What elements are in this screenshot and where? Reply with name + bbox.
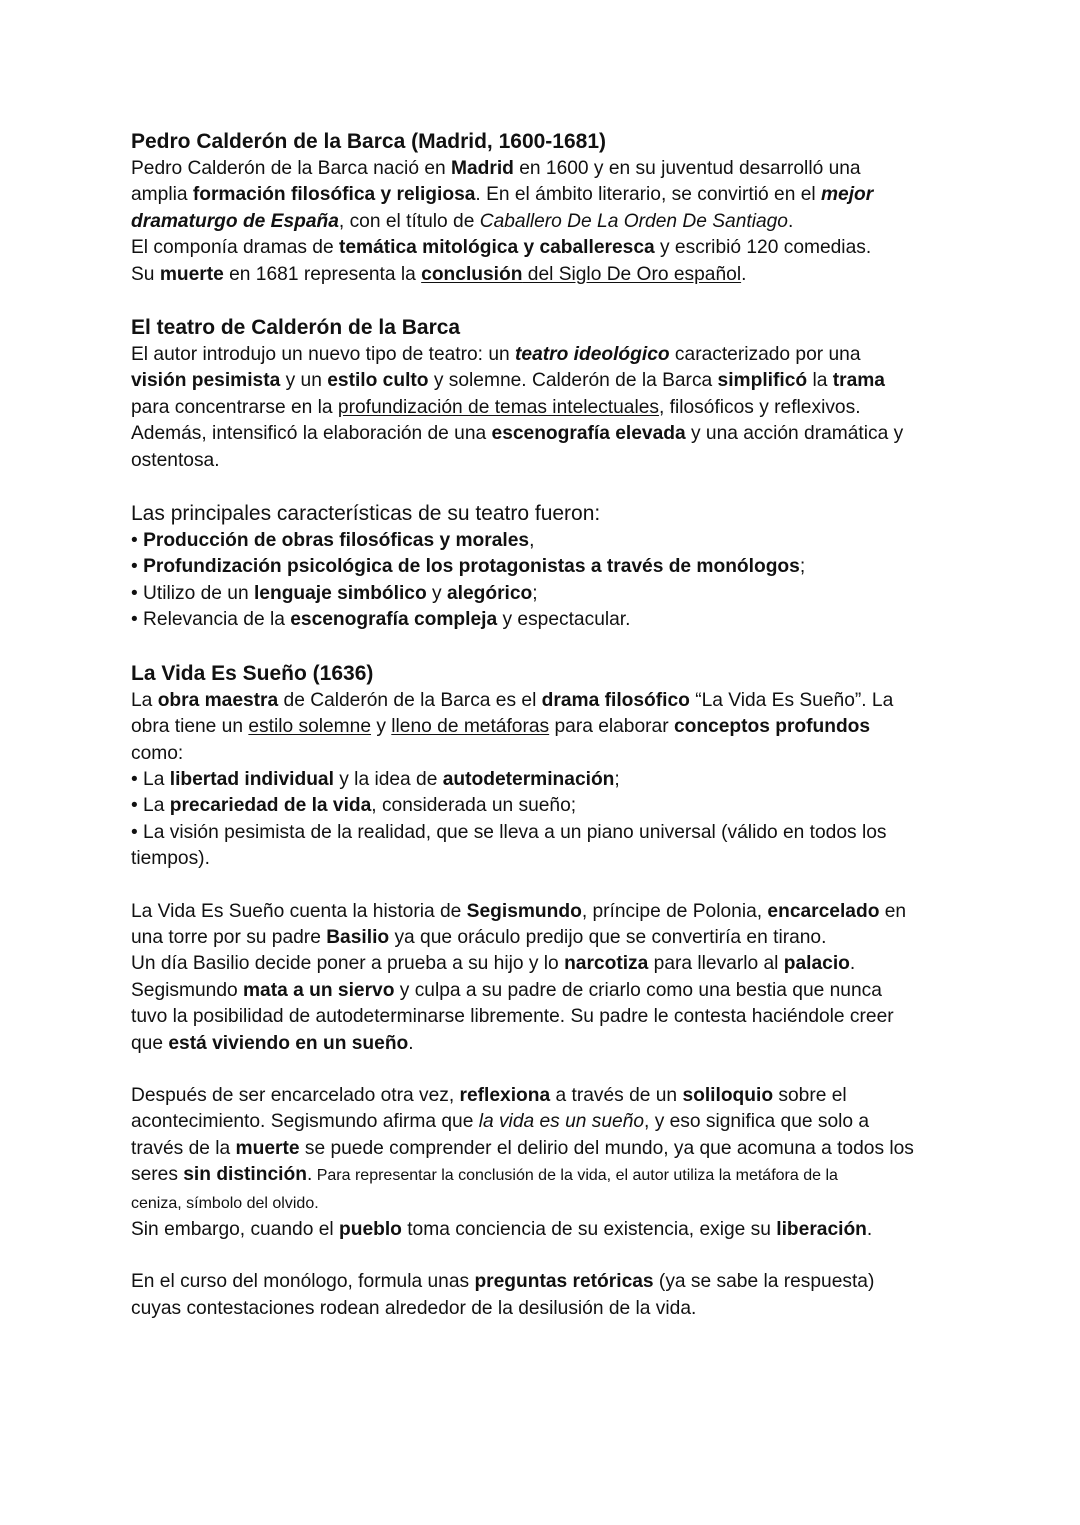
text-run: muerte [235,1137,300,1159]
text-run: la vida es un sueño [478,1111,645,1133]
paragraph-spacer [131,474,961,500]
text-run: ; [799,556,806,578]
text-run: como: [131,742,184,764]
text-line [131,820,961,846]
text-run: y una acción dramática y [685,423,904,445]
text-line [131,1136,961,1162]
text-run: Profundización psicológica de los protagonistas a través de monólogos [143,556,800,578]
text-run: . [306,1164,313,1186]
text-run: Para representar la conclusión de la vida, el autor utiliza la metáfora de la [312,1167,838,1185]
text-run: Un día Basilio decide poner a prueba a su hijo y lo [131,953,565,975]
text-run: que [131,1032,169,1054]
text-run: para concentrarse en la [131,396,338,418]
text-run: Además, intensificó la elaboración de una [131,423,492,445]
text-run: teatro ideológico [515,344,670,366]
text-run: a través de un [550,1084,683,1106]
text-run: acontecimiento. Segismundo afirma que [131,1111,479,1133]
text-run: través de la [131,1137,236,1159]
text-run: formación filosófica y religiosa [192,184,476,206]
text-run: Sin embargo, cuando el [131,1219,339,1240]
paragraph-spacer [131,1243,961,1269]
text-run: , con el título de [338,210,480,232]
text-run: del Siglo De Oro español [522,263,742,285]
text-run: Basilio [326,926,390,948]
document-body [131,128,961,1322]
text-run: . [866,1219,873,1240]
text-line [131,528,961,554]
text-line [131,1083,961,1109]
text-run: alegórico [446,582,533,604]
text-run: encarcelado [767,900,880,922]
text-run: caracterizado por una [669,344,861,366]
text-run: precariedad de la vida [169,795,372,817]
text-line [131,714,961,740]
section-heading: La Vida Es Sueño (1636) [131,661,374,685]
text-run: y la idea de [333,768,443,790]
text-run: • Utilizo de un [131,582,254,604]
text-run: para elaborar [549,716,674,738]
document-page [131,128,961,1322]
paragraph-spacer [131,288,961,314]
text-run: tuvo la posibilidad de autodeterminarse libremente. Su padre le contesta haciéndole creer [131,1006,894,1028]
text-run: palacio [783,953,850,975]
text-run: , y eso significa que solo a [644,1111,870,1133]
text-line [131,1217,961,1243]
text-run: La Vida Es Sueño cuenta la historia de [131,900,467,922]
paragraph-spacer [131,634,961,660]
text-run: estilo solemne [248,716,372,738]
section-5 [131,873,961,1057]
list-intro: Las principales características de su teatro fueron: [131,502,601,526]
text-run: escenografía compleja [290,609,498,631]
text-run: • La [131,795,170,817]
section-1 [131,128,961,288]
text-run: Su [131,263,160,285]
text-run: mata a un siervo [243,979,395,1001]
text-run: preguntas retóricas [474,1271,654,1293]
text-line [131,235,961,261]
section-7 [131,1243,961,1322]
text-run: en [879,900,907,922]
text-run: . [849,953,856,975]
text-run: (ya se sabe la respuesta) [653,1271,875,1293]
text-run: • [131,530,144,552]
text-line [131,209,961,235]
text-run: narcotiza [564,953,649,975]
text-run: lenguaje simbólico [253,582,427,604]
text-run: ceniza, símbolo del olvido. [131,1194,319,1212]
text-run: • La visión pesimista de la realidad, que se lleva a un piano universal (válido en todos los [131,821,887,843]
text-run: autodeterminación [442,768,615,790]
text-run: • La [131,768,170,790]
text-run: tiempos). [131,848,210,870]
text-run: para llevarlo al [648,953,784,975]
text-run: ostentosa. [131,449,220,471]
section-2 [131,288,961,474]
text-run: , filosóficos y reflexivos. [658,396,861,418]
text-run: pueblo [339,1219,402,1240]
text-run: y un [280,370,328,392]
text-run: libertad individual [169,768,334,790]
text-line [131,925,961,951]
text-run: conceptos profundos [673,716,871,738]
text-run: cuyas contestaciones rodean alrededor de la desilusión de la vida. [131,1297,697,1319]
text-line [131,741,961,767]
text-run: El componía dramas de [131,237,339,259]
text-line [131,793,961,819]
text-run: , considerada un sueño; [371,795,577,817]
text-run: ; [614,768,620,790]
text-line [131,767,961,793]
text-line [131,342,961,368]
text-line [131,688,961,714]
text-line [131,1190,961,1217]
text-run: La [131,689,158,711]
text-run: escenografía elevada [491,423,686,445]
text-line [131,368,961,394]
text-run: mejor [820,184,874,206]
text-run: Madrid [451,158,514,179]
text-run: estilo culto [327,370,429,392]
text-line [131,1296,961,1322]
section-3 [131,474,961,634]
text-run: muerte [159,263,224,285]
text-run: . [741,263,747,285]
text-line [131,448,961,474]
text-run: y solemne. Calderón de la Barca [428,370,718,392]
text-run: , príncipe de Polonia, [581,900,768,922]
text-run: sobre el [773,1084,847,1106]
text-line [131,1109,961,1135]
text-run: Segismundo [466,900,582,922]
section-heading: Pedro Calderón de la Barca (Madrid, 1600-1681) [131,130,607,153]
text-run: lleno de metáforas [391,716,550,738]
paragraph-spacer [131,1057,961,1083]
text-run: “La Vida Es Sueño”. La [689,689,894,711]
text-run: Pedro Calderón de la Barca nació en [131,158,451,179]
text-run: amplia [131,184,193,206]
text-run: drama filosófico [541,689,690,711]
text-run: temática mitológica y caballeresca [338,237,655,259]
text-run: conclusión [421,263,523,285]
text-run: toma conciencia de su existencia, exige su [401,1219,777,1240]
text-run: y culpa a su padre de criarlo como una bestia que nunca [394,979,882,1001]
text-run: soliloquio [682,1084,774,1106]
text-run: Segismundo [131,979,243,1001]
text-run: , [529,530,535,552]
text-run: Producción de obras filosóficas y morales [143,530,530,552]
text-line [131,262,961,288]
text-run: . [408,1032,414,1054]
text-line [131,1031,961,1057]
text-line [131,1269,961,1295]
text-line [131,951,961,977]
text-run: sin distinción [183,1164,307,1186]
text-run: se puede comprender el delirio del mundo, ya que acomuna a todos los [299,1137,914,1159]
text-line [131,899,961,925]
text-run: ; [532,582,538,604]
text-line [131,1004,961,1030]
text-run: profundización de temas intelectuales [337,396,659,418]
text-run: visión pesimista [131,370,281,392]
text-run: y espectacular. [497,609,631,631]
text-line [131,607,961,633]
text-run: dramaturgo de España [131,210,339,232]
text-line [131,581,961,607]
text-run: • Relevancia de la [131,609,291,631]
text-run: en 1600 y en su juventud desarrolló una [513,158,861,179]
text-line [131,395,961,421]
text-run: de Calderón de la Barca es el [278,689,542,711]
text-run: obra maestra [157,689,279,711]
text-line [131,1162,961,1189]
text-run: la [807,370,833,392]
text-run: y [426,582,447,604]
text-run: . [787,210,794,232]
section-6 [131,1057,961,1243]
text-run: simplificó [717,370,808,392]
text-line [131,554,961,580]
text-run: obra tiene un [131,716,249,738]
text-line [131,846,961,872]
text-run: una torre por su padre [131,926,327,948]
text-run: Después de ser encarcelado otra vez, [131,1084,460,1106]
text-run: . En el ámbito literario, se convirtió en el [475,184,821,206]
text-run: seres [131,1164,184,1186]
text-run: El autor introdujo un nuevo tipo de teatro: un [131,344,516,366]
text-run: en 1681 representa la [223,263,422,285]
text-line [131,421,961,447]
text-run: y escribió 120 comedias. [654,237,872,259]
text-run: trama [832,370,885,392]
text-line [131,978,961,1004]
text-line [131,156,961,182]
paragraph-spacer [131,873,961,899]
text-run: ya que oráculo predijo que se convertiría en tirano. [389,926,827,948]
text-run: Caballero De La Orden De Santiago [479,210,788,232]
text-run: • [131,556,144,578]
text-run: En el curso del monólogo, formula unas [131,1271,475,1293]
text-run: y [371,716,392,738]
text-run: reflexiona [459,1084,551,1106]
text-run: está viviendo en un sueño [168,1032,409,1054]
text-run: liberación [776,1219,867,1240]
section-heading: El teatro de Calderón de la Barca [131,316,461,340]
section-4 [131,634,961,873]
text-line [131,182,961,208]
